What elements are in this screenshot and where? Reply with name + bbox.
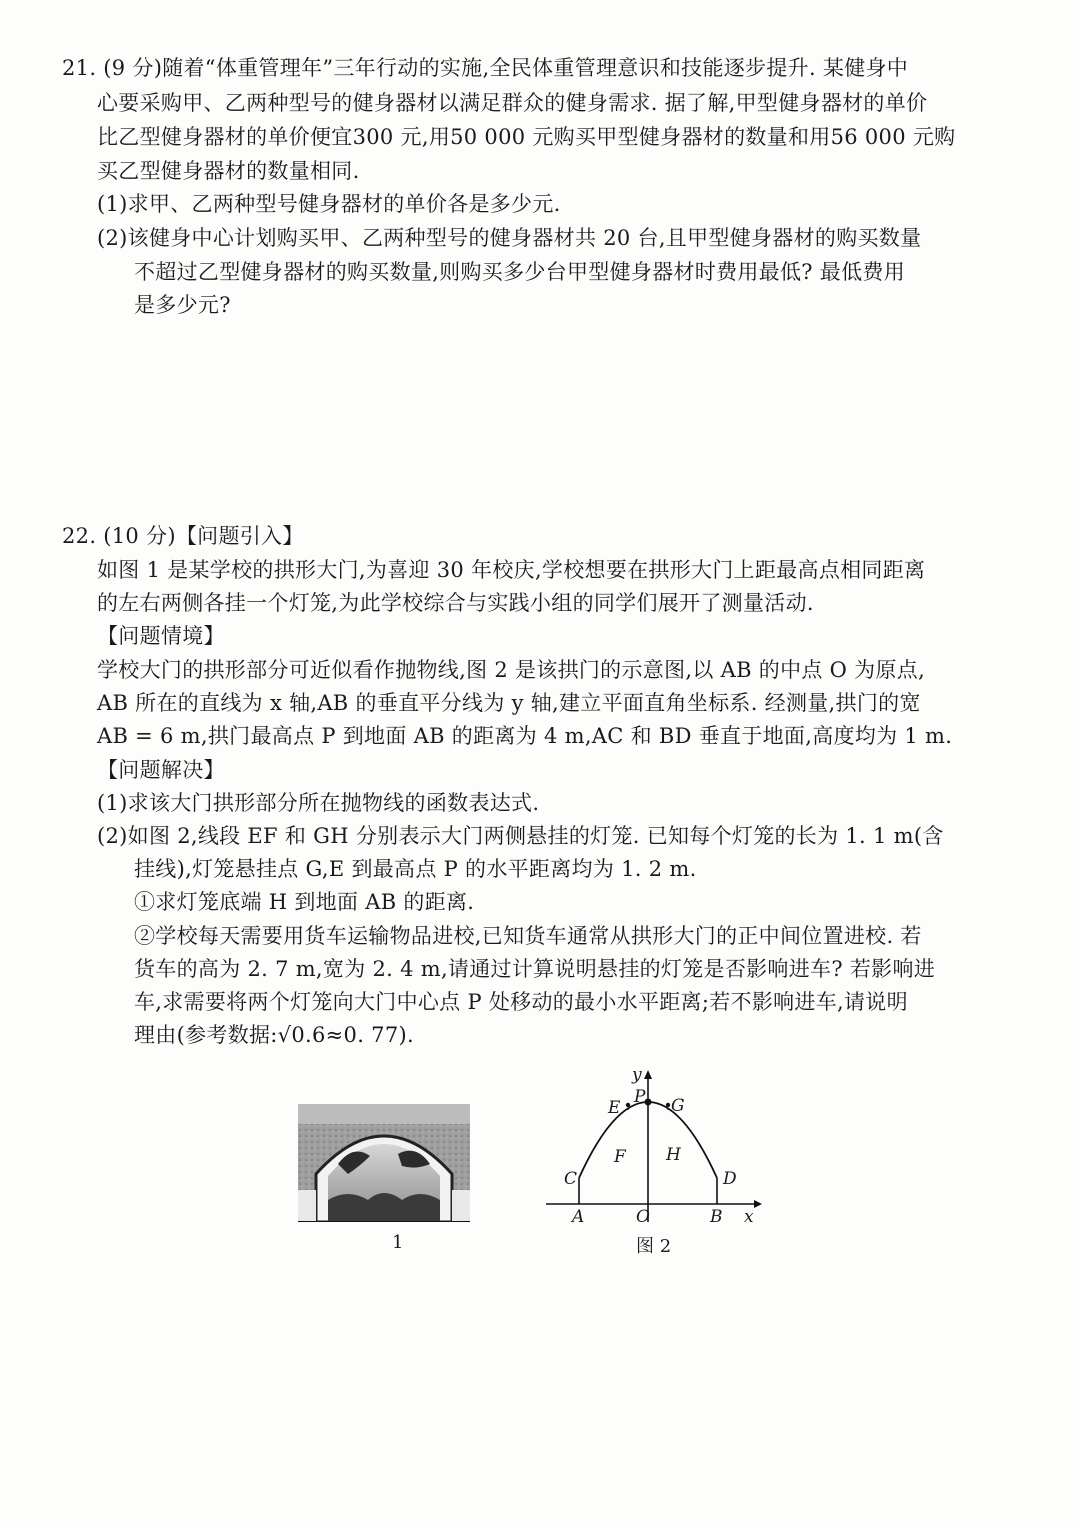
q22-part-2-sub-2-cont-2: 车,求需要将两个灯笼向大门中心点 P 处移动的最小水平距离;若不影响进车,请说明	[134, 990, 908, 1014]
label-o: O	[636, 1207, 650, 1227]
figure-1-caption: 1	[392, 1232, 404, 1253]
q22-situation-3: AB = 6 m,拱门最高点 P 到地面 AB 的距离为 4 m,AC 和 BD 垂直于地面,高度均为 1 m.	[97, 724, 953, 748]
label-f: F	[614, 1147, 626, 1167]
arch-photo-image	[298, 1104, 470, 1222]
q21-line-3: 比乙型健身器材的单价便宜300 元,用50 000 元购买甲型健身器材的数量和用56 000 元购	[97, 125, 956, 149]
figure-2-caption: 图 2	[636, 1236, 672, 1257]
q22-situation-2: AB 所在的直线为 x 轴,AB 的垂直平分线为 y 轴,建立平面直角坐标系. 经测量,拱门的宽	[97, 691, 921, 715]
label-a: A	[572, 1207, 585, 1227]
q22-situation-1: 学校大门的拱形部分可近似看作抛物线,图 2 是该拱门的示意图,以 AB 的中点 O 为原点,	[97, 658, 926, 682]
q22-part-1: (1)求该大门拱形部分所在抛物线的函数表达式.	[97, 791, 540, 815]
q22-part-2-sub-2-cont-3: 理由(参考数据:√0.6≈0. 77).	[134, 1023, 414, 1047]
q22-part-2: (2)如图 2,线段 EF 和 GH 分别表示大门两侧悬挂的灯笼. 已知每个灯笼的长为 1. 1 m(含	[97, 824, 944, 848]
q22-part-2-sub-2: ②学校每天需要用货车运输物品进校,已知货车通常从拱形大门的正中间位置进校. 若	[134, 924, 922, 948]
label-c: C	[564, 1169, 578, 1189]
figure-1-arch-photo	[298, 1104, 470, 1222]
label-d: D	[723, 1169, 737, 1189]
q22-situation-heading: 【问题情境】	[97, 624, 225, 648]
point-p	[645, 1099, 652, 1106]
q22-heading: 22. (10 分)【问题引入】	[62, 524, 304, 548]
label-p: P	[634, 1087, 646, 1107]
q22-solve-heading: 【问题解决】	[97, 758, 225, 782]
x-axis-arrow-icon	[754, 1200, 762, 1208]
label-x: x	[744, 1207, 754, 1227]
label-b: B	[710, 1207, 723, 1227]
label-h: H	[666, 1145, 681, 1165]
q21-part-1: (1)求甲、乙两种型号健身器材的单价各是多少元.	[97, 192, 561, 216]
label-y: y	[632, 1065, 642, 1085]
q21-part-2: (2)该健身中心计划购买甲、乙两种型号的健身器材共 20 台,且甲型健身器材的购买数量	[97, 226, 922, 250]
q22-part-2-sub-1: ①求灯笼底端 H 到地面 AB 的距离.	[134, 890, 475, 914]
q22-part-2-sub-2-cont-1: 货车的高为 2. 7 m,宽为 2. 4 m,请通过计算说明悬挂的灯笼是否影响进车? 若影响进	[134, 957, 936, 981]
q21-part-2-cont-2: 是多少元?	[134, 293, 231, 317]
figure-2-parabola-diagram	[540, 1062, 770, 1230]
q21-line-4: 买乙型健身器材的数量相同.	[97, 159, 360, 183]
q21-line-1: 21. (9 分)随着“体重管理年”三年行动的实施,全民体重管理意识和技能逐步提升. 某健身中	[62, 56, 909, 80]
q22-intro-1: 如图 1 是某学校的拱形大门,为喜迎 30 年校庆,学校想要在拱形大门上距最高点相同距离	[97, 558, 926, 582]
q21-line-2: 心要采购甲、乙两种型号的健身器材以满足群众的健身需求. 据了解,甲型健身器材的单价	[97, 91, 928, 115]
label-e: E	[608, 1098, 621, 1118]
y-axis-arrow-icon	[644, 1070, 652, 1079]
q22-intro-2: 的左右两侧各挂一个灯笼,为此学校综合与实践小组的同学们展开了测量活动.	[97, 591, 814, 615]
q22-part-2-cont: 挂线),灯笼悬挂点 G,E 到最高点 P 的水平距离均为 1. 2 m.	[134, 857, 697, 881]
q21-part-2-cont-1: 不超过乙型健身器材的购买数量,则购买多少台甲型健身器材时费用最低? 最低费用	[134, 260, 906, 284]
label-g: G	[671, 1096, 685, 1116]
